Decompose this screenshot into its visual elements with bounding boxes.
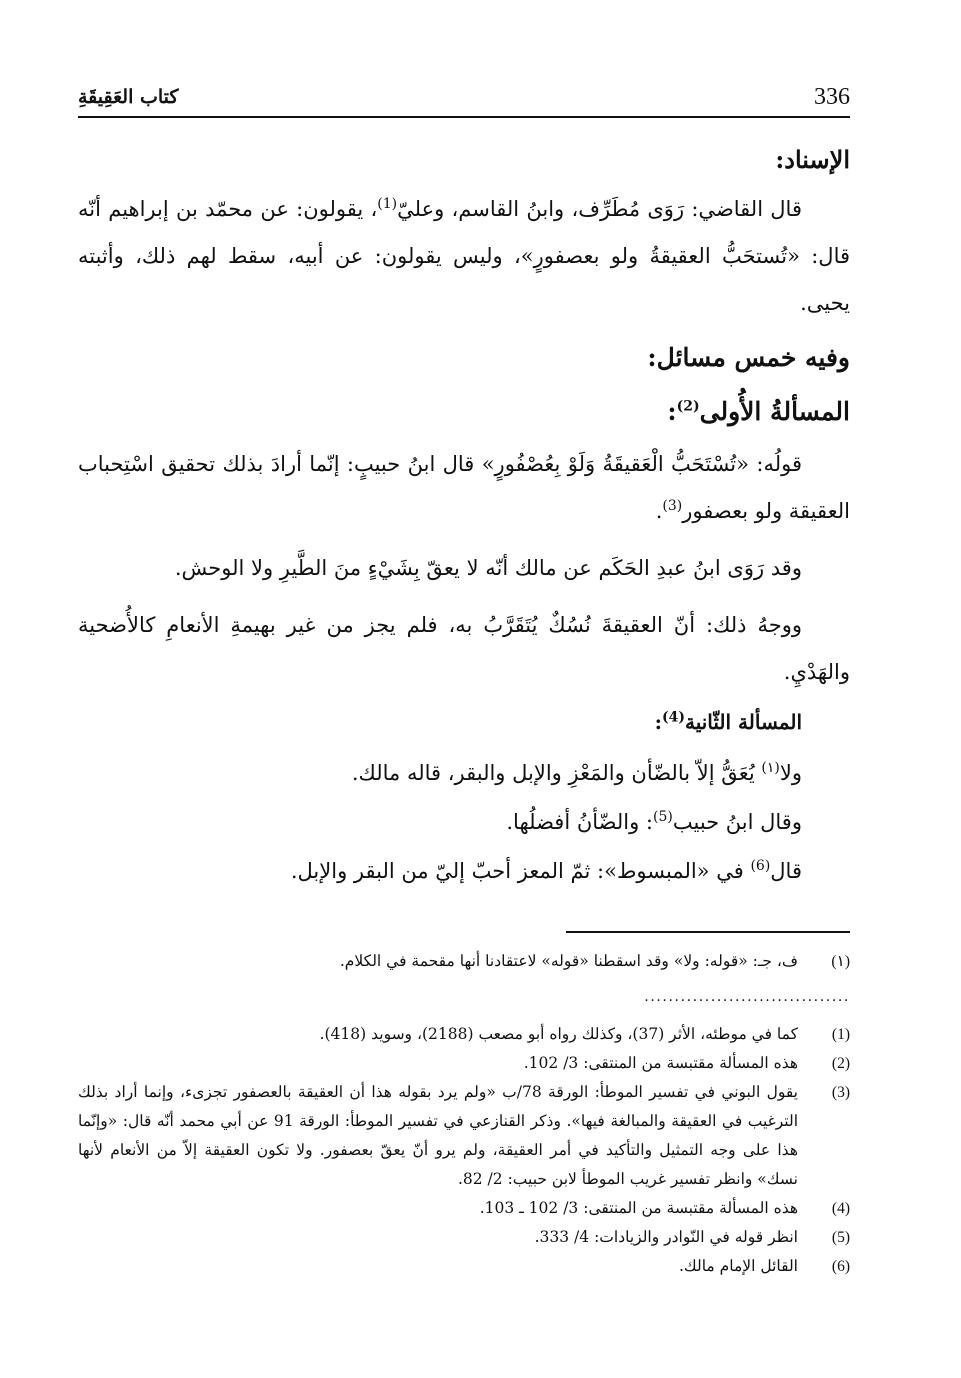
running-header xyxy=(78,80,850,118)
footnote-ref: (1) xyxy=(377,196,398,212)
footnote-rule xyxy=(566,931,850,933)
masala-1-paragraph-2: وقد رَوَى ابنُ عبدِ الحَكَم عن مالك أنّه لا يعقّ بِشَيْءٍ منَ الطَّيرِ ولا الوحش. xyxy=(174,556,802,580)
masala-2-paragraph-2: وقال ابنُ حبيب$^{(5)}$: والضّأنُ أفضلُها. xyxy=(506,809,802,834)
footnote: (5) انظر قوله في النّوادر والزيادات: 4/ 333. xyxy=(534,1228,850,1246)
masala-2-heading: المسألة الثّانية$^{(4)}$: xyxy=(654,709,802,734)
footnote: (6) القائل الإمام مالك. xyxy=(678,1257,850,1275)
masala-1-heading: المسألةُ الأُولى$^{(2)}$: xyxy=(667,397,850,426)
masala-1-paragraph-3: ووجهُ ذلك: أنّ العقيقةَ نُسُكٌ يُتَقَرَّبُ به، فلم يجز من غير بهيمةِ الأنعامِ كالأُضحية والهَدْيِ. xyxy=(78,613,850,684)
dotted-separator: .................................. xyxy=(644,989,850,1005)
masala-2-paragraph-1: ولا$^{(١)}$ يُعَقُّ إلاّ بالضّأن والمَعْزِ والإبل والبقر، قاله مالك. xyxy=(351,760,802,785)
masail-heading: وفيه خمس مسائل: xyxy=(647,343,850,372)
masala-2-paragraph-3: قال$^{(6)}$ في «المبسوط»: ثمّ المعز أحبّ إليّ من البقر والإبل. xyxy=(290,858,802,883)
isnad-paragraph xyxy=(78,186,850,327)
isnad-heading: الإسناد: xyxy=(775,145,850,174)
footnote-ref: (6) xyxy=(750,858,771,874)
footnotes xyxy=(78,1020,850,1281)
book-title: كتاب العَقِيقَةِ xyxy=(78,86,179,108)
editor-note-text: ف، جـ: «قوله: ولا» وقد اسقطنا «قوله» لاعتقادنا أنها مقحمة في الكلام. xyxy=(339,952,798,970)
footnote-ref: (4) xyxy=(661,709,685,726)
masala-1-paragraph-1: قولُه: «تُسْتَحَبُّ الْعَقيقَةُ وَلَوْ بِعُصْفُورٍ» قال ابنُ حبيبٍ: إنّما أرادَ بذلك تحقيق اسْتِحباب العقيقة ولو بعصفور$^{(3)}$. xyxy=(78,452,850,523)
editor-note-number: (١) xyxy=(831,953,850,970)
footnote-ref: (3) xyxy=(662,498,683,514)
footnote: (1) كما في موطئه، الأثر (37)، وكذلك رواه أبو مصعب (2188)، وسويد (418). xyxy=(319,1025,850,1043)
main-text xyxy=(78,140,850,1281)
isnad-text-b: ، يقولون: عن محمّد بن إبراهيم أنّه قال: «تُستحَبُّ العقيقةُ ولو بعصفورٍ»، وليس يقولون: عن أبيه، سقط لهم ذلك، وأثبته يحيى. xyxy=(78,197,850,315)
page-number: 336 xyxy=(814,84,850,110)
footnote: (4) هذه المسألة مقتبسة من المنتقى: 3/ 102 ـ 103. xyxy=(479,1199,850,1217)
footnote-ref: (5) xyxy=(653,809,673,825)
isnad-text-a: قال القاضي: رَوَى مُطَرِّف، وابنُ القاسم، وعليّ xyxy=(397,197,802,221)
footnote-ref: (١) xyxy=(761,760,780,776)
page xyxy=(78,80,850,1281)
footnote-ref: (2) xyxy=(676,398,700,415)
footnote: (2) هذه المسألة مقتبسة من المنتقى: 3/ 102. xyxy=(523,1054,850,1072)
editor-note xyxy=(78,947,850,976)
footnote: (3) يقول البوني في تفسير الموطأ: الورقة 78/ب «ولم يرد بقوله هذا أن العقيقة بالعصفور تجزىء، وإنما أراد بذلك الترغيب في العقيقة والمبالغة فيها». وذكر القنازعي في تفسير الموطأ: الورقة 91 عن أبي محمد أنّه قال: «وإنّما هذا على وجه التمثيل والتأكيد في أمر العقيقة، ولم يرو أنّ يعقّ بعصفور. ولا تكون العقيقة إلاّ من الأنعام لأنها نسك» وانظر تفسير غريب الموطأ لابن حبيب: 2/ 82. xyxy=(78,1083,850,1188)
